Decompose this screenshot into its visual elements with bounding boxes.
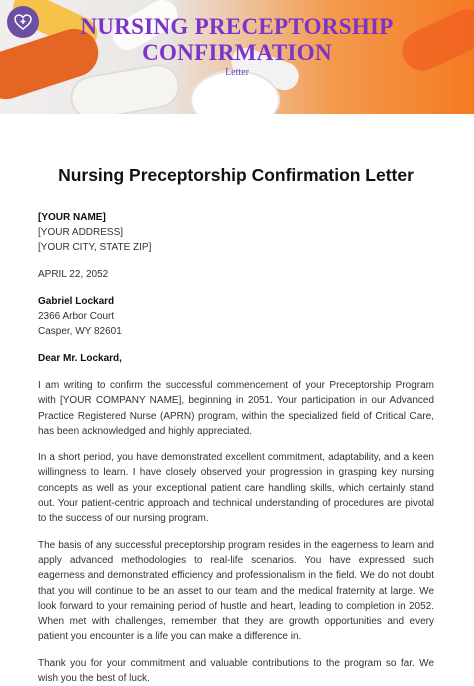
- header-banner: [0, 0, 474, 114]
- recipient-name: Gabriel Lockard: [38, 296, 115, 307]
- banner-title-line2: CONFIRMATION: [142, 40, 332, 65]
- paragraph: Thank you for your commitment and valuable contributions to the program so far. We wish you the best of luck.: [38, 657, 434, 685]
- sender-block: [38, 210, 434, 255]
- sender-address: [YOUR ADDRESS]: [38, 227, 124, 238]
- letter-date: APRIL 22, 2052: [38, 269, 109, 280]
- sender-city: [YOUR CITY, STATE ZIP]: [38, 242, 152, 253]
- recipient-street: 2366 Arbor Court: [38, 311, 115, 322]
- paragraph: I am writing to confirm the successful commencement of your Preceptorship Program with [YOUR COMPANY NAME], beginning in 2051. Your participation in our Advanced Practice Registered Nurse (APRN) program, within the specialized field of Critical Care, has been acknowledged and highly appreciated.: [38, 380, 434, 437]
- document-title: Nursing Preceptorship Confirmation Letter: [58, 165, 414, 185]
- paragraph: In a short period, you have demonstrated excellent commitment, adaptability, and a keen willingness to learn. I have closely observed your progression in grasping key nursing concepts as well as your exceptional patient care handling skills, which certainly stand out. Your patient-centric approach and technical understanding of procedures are pivotal to the success of our nursing program.: [38, 452, 434, 525]
- banner-title-line1: NURSING PRECEPTORSHIP: [80, 14, 394, 39]
- recipient-city: Casper, WY 82601: [38, 326, 122, 337]
- letter-body: [38, 160, 434, 686]
- sender-name: [YOUR NAME]: [38, 212, 106, 223]
- salutation: Dear Mr. Lockard,: [38, 353, 122, 364]
- banner-subtitle: Letter: [225, 67, 249, 78]
- paragraph: The basis of any successful preceptorship program resides in the eagerness to learn and apply advanced methodologies to real-life scenarios. You have expressed such eagerness and demonstrated efficiency and professionalism in the field. We do not doubt that you will continue to be an asset to our team and the medical fraternity at large. We look forward to your remaining period of hustle and heart, leading to completion in 2052. When met with challenges, remember that they are growth opportunities and every patient you encounter is a life you can make a difference in.: [38, 539, 434, 643]
- recipient-block: [38, 294, 434, 339]
